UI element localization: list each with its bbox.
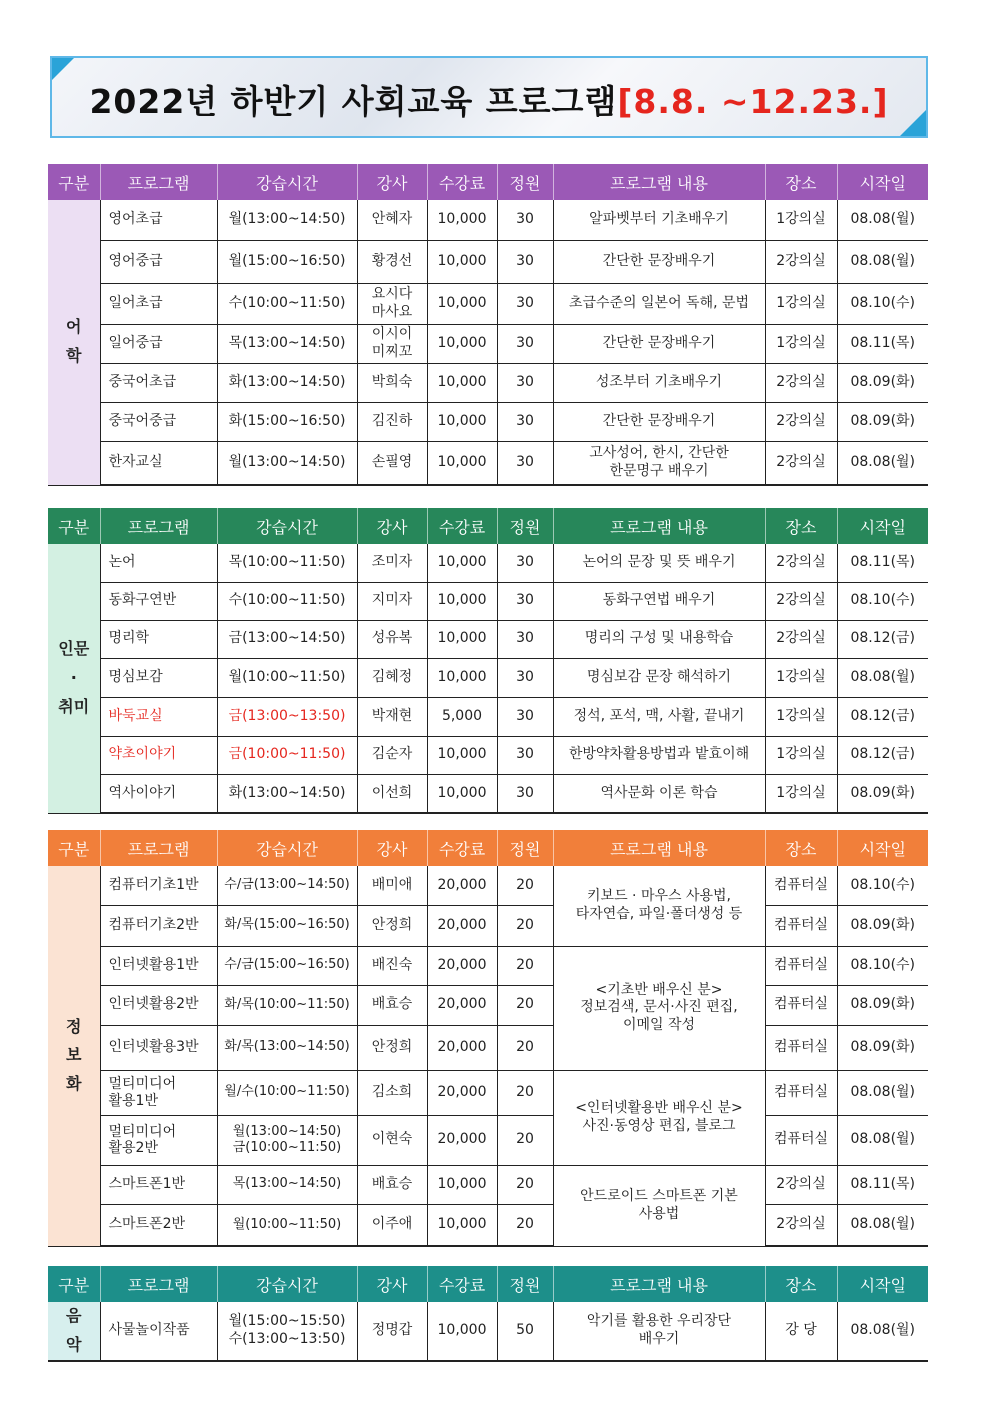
location: 2강의실 [765,363,837,402]
instructor: 이주애 [357,1204,427,1246]
start-date: 08.11(목) [837,544,928,582]
capacity: 30 [497,363,553,402]
column-header: 시작일 [837,830,928,866]
title-main: 2022년 하반기 사회교육 프로그램 [89,82,618,121]
tuition-fee: 10,000 [427,544,497,582]
table-row [48,324,928,363]
location: 1강의실 [765,658,837,697]
language-table [48,164,928,486]
program-content: 악기를 활용한 우리장단 배우기 [553,1302,765,1361]
class-time: 월/수(10:00~11:50) [217,1070,357,1115]
table-row [48,1165,928,1204]
table-row [48,697,928,736]
class-time: 수/금(13:00~14:50) [217,866,357,905]
column-header: 강사 [357,1266,427,1302]
table-row [48,1204,928,1246]
tuition-fee: 20,000 [427,1070,497,1115]
start-date: 08.09(화) [837,905,928,946]
location: 2강의실 [765,582,837,620]
music-table [48,1266,928,1362]
table-row [48,402,928,441]
start-date: 08.08(월) [837,200,928,240]
column-header: 프로그램 [100,508,217,544]
program-content: 역사문화 이론 학습 [553,774,765,813]
program-content: 고사성어, 한시, 간단한 한문명구 배우기 [553,441,765,485]
header-row [48,830,928,866]
header-row [48,508,928,544]
class-time: 수/금(15:00~16:50) [217,946,357,985]
table-row [48,363,928,402]
program-name: 스마트폰1반 [100,1165,217,1204]
table-row [48,658,928,697]
table-row [48,866,928,905]
instructor: 이시이 미찌꼬 [357,324,427,363]
program-name: 인터넷활용2반 [100,985,217,1025]
column-header: 강습시간 [217,1266,357,1302]
instructor: 배효승 [357,985,427,1025]
class-time: 목(10:00~11:50) [217,544,357,582]
column-header: 정원 [497,830,553,866]
program-name: 일어초급 [100,283,217,324]
location: 2강의실 [765,544,837,582]
table-row [48,774,928,813]
column-header: 수강료 [427,830,497,866]
class-time: 화(15:00~16:50) [217,402,357,441]
start-date: 08.08(월) [837,240,928,283]
instructor: 김진하 [357,402,427,441]
table-row [48,1070,928,1115]
instructor: 안정희 [357,1025,427,1070]
instructor: 배효승 [357,1165,427,1204]
program-name: 중국어중급 [100,402,217,441]
program-content: <인터넷활용반 배우신 분> 사진·동영상 편집, 블로그 [553,1070,765,1165]
table-row [48,582,928,620]
tuition-fee: 10,000 [427,324,497,363]
column-header: 장소 [765,508,837,544]
instructor: 지미자 [357,582,427,620]
column-header: 프로그램 [100,164,217,200]
location: 2강의실 [765,441,837,485]
instructor: 정명갑 [357,1302,427,1361]
tuition-fee: 10,000 [427,736,497,774]
capacity: 30 [497,200,553,240]
capacity: 30 [497,283,553,324]
instructor: 안정희 [357,905,427,946]
instructor: 박희숙 [357,363,427,402]
start-date: 08.08(월) [837,1204,928,1246]
start-date: 08.10(수) [837,946,928,985]
page-title [52,76,926,123]
class-time: 화(13:00~14:50) [217,774,357,813]
tuition-fee: 20,000 [427,946,497,985]
start-date: 08.12(금) [837,736,928,774]
table-row [48,1115,928,1165]
start-date: 08.10(수) [837,283,928,324]
tuition-fee: 10,000 [427,283,497,324]
program-name: 영어초급 [100,200,217,240]
category-label: 음 악 [48,1302,100,1361]
class-time: 금(10:00~11:50) [217,736,357,774]
location: 컴퓨터실 [765,1115,837,1165]
program-name: 동화구연반 [100,582,217,620]
column-header: 강습시간 [217,508,357,544]
tuition-fee: 20,000 [427,905,497,946]
class-time: 수(10:00~11:50) [217,283,357,324]
class-time: 목(13:00~14:50) [217,1165,357,1204]
capacity: 20 [497,1070,553,1115]
class-time: 월(13:00~14:50) [217,441,357,485]
tuition-fee: 20,000 [427,1025,497,1070]
program-name: 중국어초급 [100,363,217,402]
class-time: 화/목(10:00~11:50) [217,985,357,1025]
instructor: 배미애 [357,866,427,905]
column-header: 수강료 [427,164,497,200]
start-date: 08.09(화) [837,402,928,441]
program-name: 사물놀이작품 [100,1302,217,1361]
column-header: 장소 [765,1266,837,1302]
start-date: 08.08(월) [837,1302,928,1361]
location: 강 당 [765,1302,837,1361]
program-name: 멀티미디어 활용1반 [100,1070,217,1115]
tuition-fee: 20,000 [427,1115,497,1165]
column-header: 프로그램 내용 [553,164,765,200]
start-date: 08.09(화) [837,1025,928,1070]
instructor: 김순자 [357,736,427,774]
table-row [48,736,928,774]
program-name: 컴퓨터기초2반 [100,905,217,946]
instructor: 성유복 [357,620,427,658]
header-row [48,164,928,200]
capacity: 30 [497,441,553,485]
start-date: 08.08(월) [837,658,928,697]
start-date: 08.09(화) [837,985,928,1025]
program-name: 약초이야기 [100,736,217,774]
table-row [48,985,928,1025]
program-content: 동화구연법 배우기 [553,582,765,620]
location: 컴퓨터실 [765,946,837,985]
location: 1강의실 [765,200,837,240]
class-time: 월(13:00~14:50) [217,200,357,240]
capacity: 30 [497,736,553,774]
column-header: 강사 [357,508,427,544]
tuition-fee: 10,000 [427,1165,497,1204]
class-time: 수(10:00~11:50) [217,582,357,620]
column-header: 정원 [497,164,553,200]
column-header: 정원 [497,1266,553,1302]
tuition-fee: 10,000 [427,200,497,240]
location: 컴퓨터실 [765,866,837,905]
tuition-fee: 20,000 [427,866,497,905]
location: 1강의실 [765,774,837,813]
program-content: 간단한 문장배우기 [553,324,765,363]
tuition-fee: 10,000 [427,441,497,485]
capacity: 30 [497,774,553,813]
category-label: 정 보 화 [48,866,100,1246]
table-row [48,620,928,658]
class-time: 월(15:00~16:50) [217,240,357,283]
tuition-fee: 10,000 [427,582,497,620]
capacity: 20 [497,1204,553,1246]
capacity: 20 [497,1165,553,1204]
column-header: 강습시간 [217,830,357,866]
program-name: 역사이야기 [100,774,217,813]
class-time: 목(13:00~14:50) [217,324,357,363]
program-content: 알파벳부터 기초배우기 [553,200,765,240]
column-header: 구분 [48,508,100,544]
column-header: 시작일 [837,508,928,544]
tuition-fee: 10,000 [427,620,497,658]
header-row [48,1266,928,1302]
program-name: 일어중급 [100,324,217,363]
instructor: 요시다 마사요 [357,283,427,324]
column-header: 장소 [765,164,837,200]
program-content: 안드로이드 스마트폰 기본 사용법 [553,1165,765,1246]
column-header: 수강료 [427,508,497,544]
class-time: 월(13:00~14:50) 금(10:00~11:50) [217,1115,357,1165]
class-time: 화(13:00~14:50) [217,363,357,402]
table-row [48,905,928,946]
capacity: 30 [497,402,553,441]
capacity: 30 [497,658,553,697]
column-header: 프로그램 내용 [553,1266,765,1302]
capacity: 20 [497,1025,553,1070]
start-date: 08.10(수) [837,582,928,620]
tuition-fee: 10,000 [427,363,497,402]
location: 컴퓨터실 [765,1025,837,1070]
location: 컴퓨터실 [765,905,837,946]
tuition-fee: 5,000 [427,697,497,736]
column-header: 시작일 [837,164,928,200]
class-time: 월(10:00~11:50) [217,1204,357,1246]
column-header: 장소 [765,830,837,866]
start-date: 08.08(월) [837,1115,928,1165]
tuition-fee: 20,000 [427,985,497,1025]
table-row [48,1025,928,1070]
class-time: 화/목(15:00~16:50) [217,905,357,946]
location: 1강의실 [765,283,837,324]
table-row [48,1302,928,1361]
program-content: 명심보감 문장 해석하기 [553,658,765,697]
start-date: 08.10(수) [837,866,928,905]
capacity: 30 [497,697,553,736]
capacity: 20 [497,1115,553,1165]
table-row [48,240,928,283]
program-content: 성조부터 기초배우기 [553,363,765,402]
program-name: 컴퓨터기초1반 [100,866,217,905]
table-row [48,283,928,324]
category-label: 인문 · 취미 [48,544,100,813]
capacity: 20 [497,866,553,905]
program-content: <기초반 배우신 분> 정보검색, 문서·사진 편집, 이메일 작성 [553,946,765,1070]
instructor: 이선희 [357,774,427,813]
start-date: 08.09(화) [837,363,928,402]
table-row [48,544,928,582]
column-header: 강사 [357,830,427,866]
location: 2강의실 [765,1165,837,1204]
program-name: 영어중급 [100,240,217,283]
class-time: 금(13:00~13:50) [217,697,357,736]
tuition-fee: 10,000 [427,1302,497,1361]
program-content: 초급수준의 일본어 독해, 문법 [553,283,765,324]
capacity: 30 [497,324,553,363]
program-content: 간단한 문장배우기 [553,240,765,283]
column-header: 강사 [357,164,427,200]
class-time: 금(13:00~14:50) [217,620,357,658]
title-banner [50,56,928,138]
program-content: 논어의 문장 및 뜻 배우기 [553,544,765,582]
instructor: 이현숙 [357,1115,427,1165]
column-header: 구분 [48,830,100,866]
instructor: 박재현 [357,697,427,736]
capacity: 20 [497,905,553,946]
location: 1강의실 [765,736,837,774]
instructor: 조미자 [357,544,427,582]
title-date-range: [8.8. ~12.23.] [617,82,889,121]
class-time: 화/목(13:00~14:50) [217,1025,357,1070]
class-time: 월(10:00~11:50) [217,658,357,697]
capacity: 30 [497,582,553,620]
location: 2강의실 [765,1204,837,1246]
location: 2강의실 [765,240,837,283]
start-date: 08.12(금) [837,620,928,658]
tuition-fee: 10,000 [427,1204,497,1246]
start-date: 08.08(월) [837,1070,928,1115]
program-name: 한자교실 [100,441,217,485]
instructor: 황경선 [357,240,427,283]
tuition-fee: 10,000 [427,402,497,441]
capacity: 30 [497,620,553,658]
start-date: 08.11(목) [837,324,928,363]
capacity: 20 [497,946,553,985]
location: 1강의실 [765,324,837,363]
table-row [48,200,928,240]
info-table [48,830,928,1247]
humanities-table [48,508,928,814]
program-name: 바둑교실 [100,697,217,736]
capacity: 30 [497,240,553,283]
program-content: 명리의 구성 및 내용학습 [553,620,765,658]
start-date: 08.08(월) [837,441,928,485]
category-label: 어 학 [48,200,100,485]
column-header: 구분 [48,164,100,200]
location: 컴퓨터실 [765,985,837,1025]
start-date: 08.12(금) [837,697,928,736]
column-header: 수강료 [427,1266,497,1302]
tuition-fee: 10,000 [427,658,497,697]
column-header: 구분 [48,1266,100,1302]
column-header: 프로그램 내용 [553,508,765,544]
location: 2강의실 [765,402,837,441]
capacity: 30 [497,544,553,582]
program-name: 멀티미디어 활용2반 [100,1115,217,1165]
column-header: 정원 [497,508,553,544]
program-name: 스마트폰2반 [100,1204,217,1246]
table-row [48,441,928,485]
start-date: 08.09(화) [837,774,928,813]
program-name: 논어 [100,544,217,582]
tuition-fee: 10,000 [427,240,497,283]
instructor: 안혜자 [357,200,427,240]
class-time: 월(15:00~15:50) 수(13:00~13:50) [217,1302,357,1361]
program-name: 명리학 [100,620,217,658]
table-row [48,946,928,985]
column-header: 프로그램 [100,1266,217,1302]
program-content: 한방약차활용방법과 밭효이해 [553,736,765,774]
column-header: 시작일 [837,1266,928,1302]
program-name: 인터넷활용3반 [100,1025,217,1070]
location: 1강의실 [765,697,837,736]
instructor: 배진숙 [357,946,427,985]
tuition-fee: 10,000 [427,774,497,813]
column-header: 프로그램 [100,830,217,866]
instructor: 김소희 [357,1070,427,1115]
capacity: 50 [497,1302,553,1361]
location: 컴퓨터실 [765,1070,837,1115]
capacity: 20 [497,985,553,1025]
program-content: 정석, 포석, 맥, 사활, 끝내기 [553,697,765,736]
instructor: 김혜정 [357,658,427,697]
location: 2강의실 [765,620,837,658]
program-content: 간단한 문장배우기 [553,402,765,441]
program-name: 명심보감 [100,658,217,697]
column-header: 강습시간 [217,164,357,200]
start-date: 08.11(목) [837,1165,928,1204]
program-content: 키보드 · 마우스 사용법, 타자연습, 파일·폴더생성 등 [553,866,765,946]
instructor: 손필영 [357,441,427,485]
program-name: 인터넷활용1반 [100,946,217,985]
column-header: 프로그램 내용 [553,830,765,866]
